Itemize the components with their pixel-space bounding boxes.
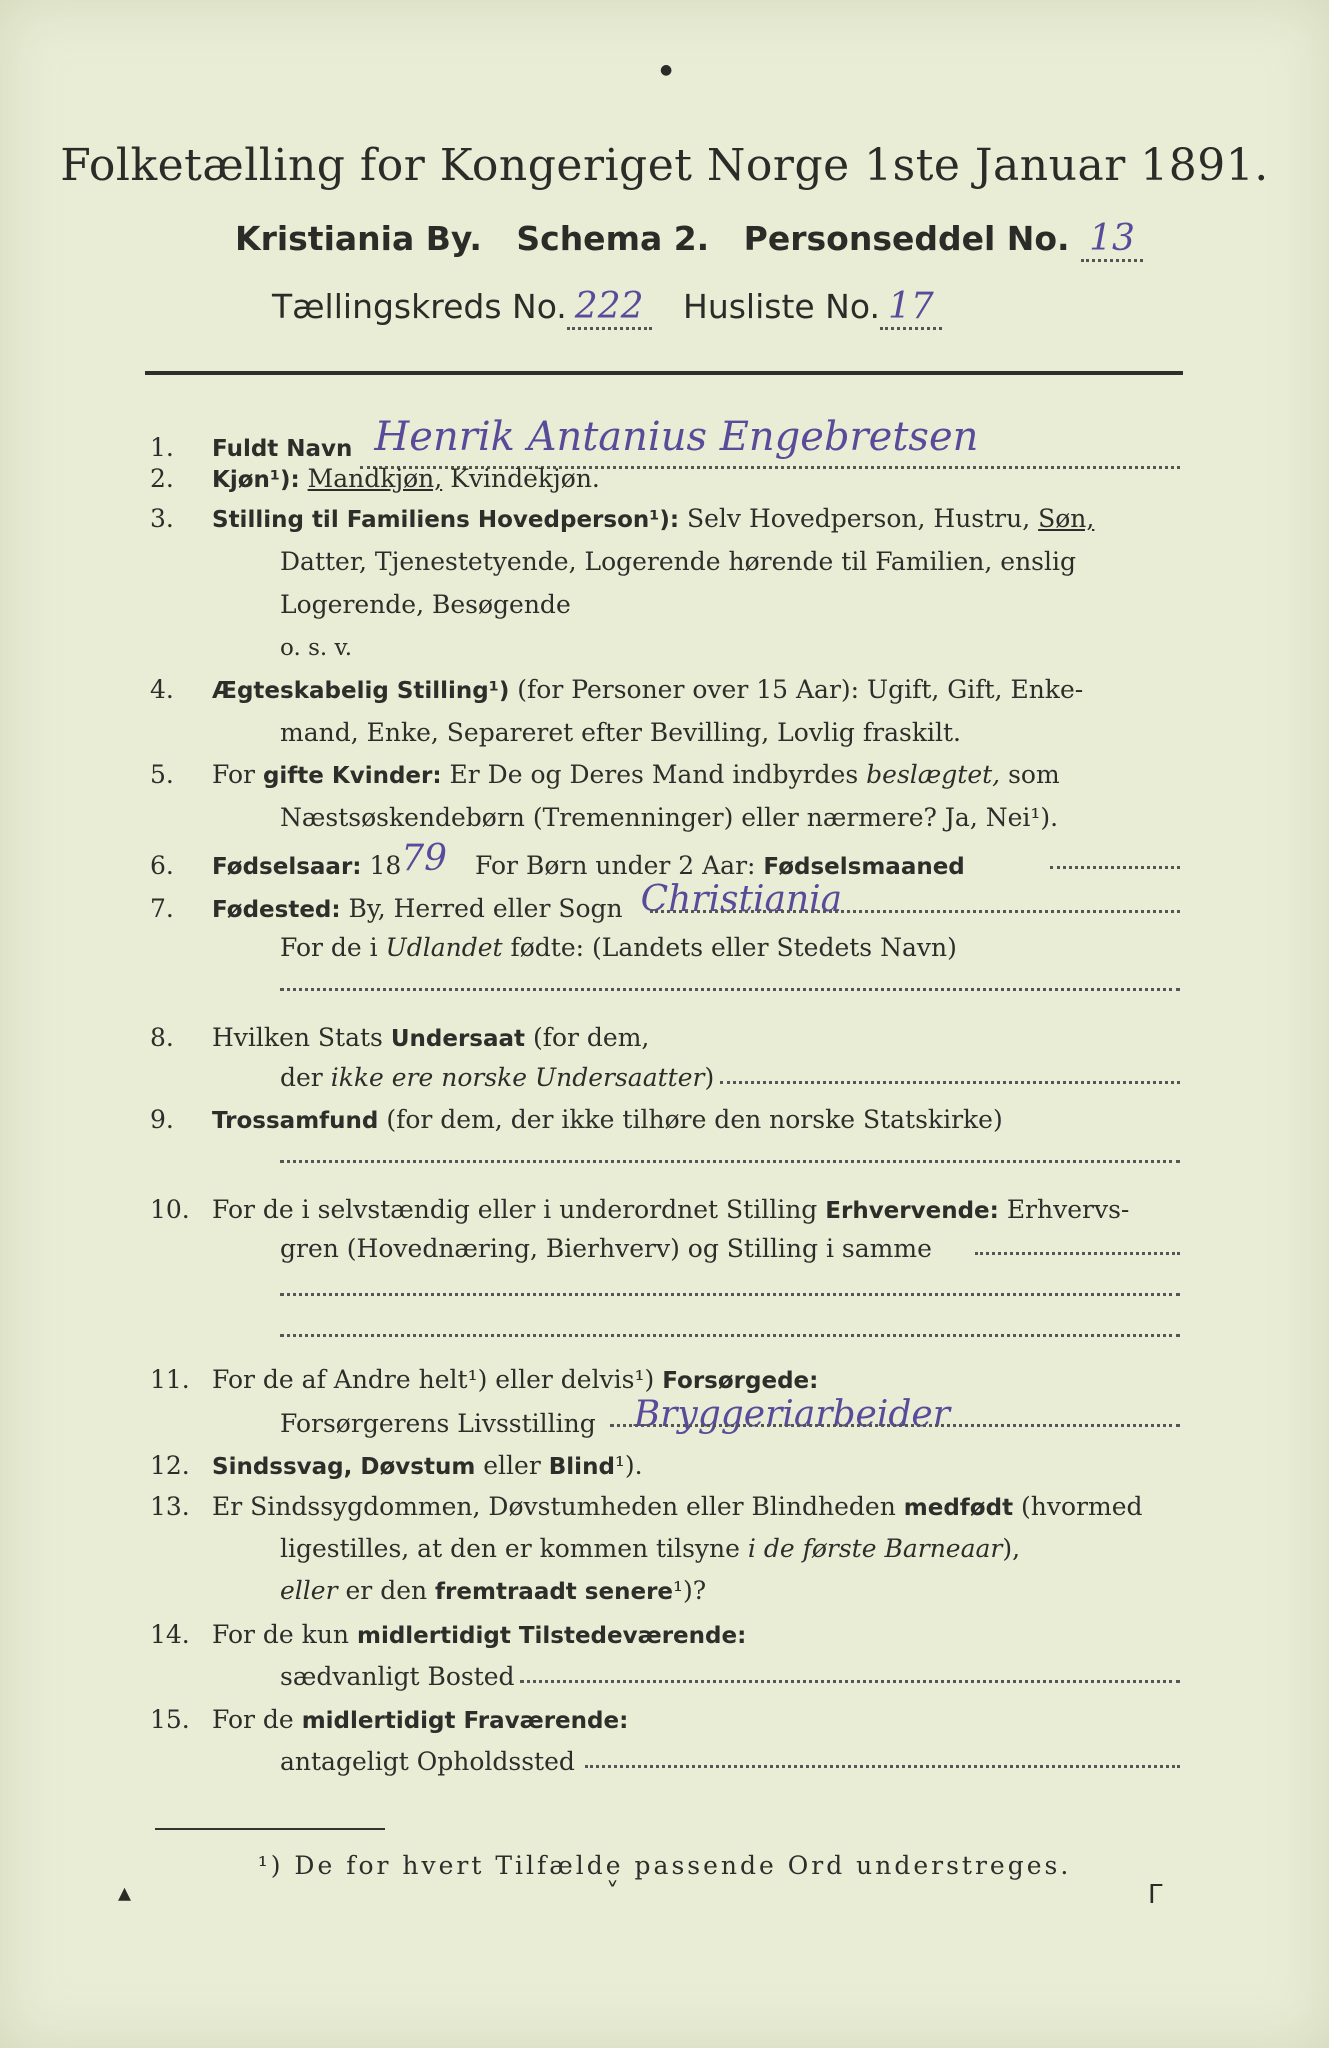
question-italic: ikke ere norske Undersaatter: [330, 1063, 705, 1092]
footnote: ¹) De for hvert Tilfælde passende Ord understreges.: [257, 1851, 1072, 1880]
question-label: Trossamfund: [212, 1108, 379, 1134]
question-number: 2.: [150, 464, 174, 493]
question-9: [150, 1105, 1180, 1136]
question-label: gifte Kvinder:: [262, 763, 442, 789]
ink-dot-icon: ●: [660, 62, 673, 78]
question-italic: beslægtet,: [866, 760, 1001, 789]
question-number: 15.: [150, 1705, 190, 1734]
question-6: [150, 838, 1180, 882]
question-italic: i de første Barneaar: [747, 1534, 1003, 1563]
question-number: 3.: [150, 504, 174, 533]
full-name-answer: Henrik Antanius Engebretsen: [374, 414, 979, 460]
option-son-selected: Søn,: [1038, 504, 1095, 533]
schema-label: Schema 2.: [516, 219, 710, 258]
question-text: fødte: (Landets eller Stedets Navn): [510, 933, 957, 962]
question-3-line-3: Logerende, Besøgende: [280, 590, 571, 619]
question-text: ),: [1002, 1534, 1021, 1563]
question-number: 9.: [150, 1105, 174, 1134]
form-subtitle: [235, 218, 1143, 262]
question-label: Fødselsmaaned: [763, 854, 965, 880]
question-label: Erhvervende:: [825, 1198, 999, 1224]
question-label: Blind: [548, 1454, 615, 1480]
district-line: [272, 286, 942, 330]
question-2: [150, 464, 1180, 495]
question-7-line-2: [280, 933, 957, 963]
question-label: Undersaat: [390, 1026, 526, 1052]
question-13: [150, 1492, 1180, 1523]
answer-line: [280, 1293, 1180, 1296]
question-4-line-2: mand, Enke, Separeret efter Bevilling, Lovlig fraskilt.: [280, 718, 961, 747]
personseddel-number: 13: [1081, 218, 1143, 262]
answer-line: [280, 1160, 1180, 1163]
question-number: 8.: [150, 1023, 174, 1052]
question-label: Forsørgede:: [662, 1368, 819, 1394]
question-number: 12.: [150, 1451, 190, 1480]
question-label: Kjøn¹):: [212, 467, 300, 493]
question-13-line-2: [280, 1534, 1020, 1564]
question-number: 14.: [150, 1620, 190, 1649]
question-label: midlertidigt Fraværende:: [301, 1708, 629, 1734]
answer-line: [1050, 866, 1180, 869]
question-number: 13.: [150, 1492, 190, 1521]
question-13-line-3: [280, 1576, 706, 1607]
year-prefix: 18: [369, 851, 402, 880]
question-label: Fuldt Navn: [212, 436, 353, 462]
question-text: For de kun: [212, 1620, 350, 1649]
form-title: Folketælling for Kongeriget Norge 1ste Januar 1891.: [60, 140, 1269, 191]
question-text: Er Sindssygdommen, Døvstumheden eller Blindheden: [212, 1492, 896, 1521]
question-number: 7.: [150, 894, 174, 923]
question-label: Ægteskabelig Stilling¹): [212, 678, 510, 704]
question-text: der: [280, 1063, 323, 1092]
question-text: ): [704, 1063, 715, 1092]
city-label: Kristiania By.: [235, 219, 482, 258]
corner-mark-icon: ▴: [118, 1878, 132, 1908]
answer-line: [280, 1334, 1180, 1337]
question-label: midlertidigt Tilstedeværende:: [356, 1623, 747, 1649]
question-text: er den: [345, 1576, 428, 1605]
question-text: (for dem,: [532, 1023, 650, 1052]
question-7: [150, 879, 1180, 925]
question-text: ¹).: [614, 1451, 643, 1480]
question-text: For de af Andre helt¹) eller delvis¹): [212, 1365, 655, 1394]
question-text: For: [212, 760, 255, 789]
answer-line: [650, 910, 1180, 913]
question-text: For de: [212, 1705, 294, 1734]
question-text: For de i: [280, 933, 378, 962]
question-text: By, Herred eller Sogn: [348, 894, 623, 923]
answer-line: [610, 1424, 1180, 1427]
question-text: (hvormed: [1021, 1492, 1143, 1521]
question-14-line-2: sædvanligt Bosted: [280, 1662, 515, 1691]
question-14: [150, 1620, 1180, 1651]
question-label: Sindssvag, Døvstum: [212, 1454, 476, 1480]
footnote-rule: [155, 1828, 385, 1830]
question-15-line-2: antageligt Opholdssted: [280, 1747, 575, 1776]
header-rule: [145, 371, 1183, 375]
question-10: [150, 1195, 1180, 1226]
question-italic: Udlandet: [385, 933, 503, 962]
question-5: [150, 760, 1180, 791]
question-4: [150, 675, 1180, 706]
option-kvindekjon: Kvindekjøn.: [450, 464, 600, 493]
question-label: fremtraadt senere: [435, 1579, 674, 1605]
question-text: Selv Hovedperson, Hustru,: [687, 504, 1031, 533]
question-10-line-2: gren (Hovednæring, Bierhverv) og Stilling i samme: [280, 1234, 932, 1263]
birth-year-answer: 79: [401, 838, 448, 879]
husliste-label: Husliste No.: [683, 287, 880, 326]
question-number: 1.: [150, 433, 174, 462]
personseddel-label: Personseddel No.: [743, 219, 1070, 258]
question-5-line-2: Næstsøskendebørn (Tremenninger) eller nærmere? Ja, Nei¹).: [280, 803, 1059, 832]
question-3-line-4: o. s. v.: [280, 635, 353, 661]
question-3-line-2: Datter, Tjenestetyende, Logerende hørende til Familien, enslig: [280, 547, 1077, 576]
question-text: Forsørgerens Livsstilling: [280, 1409, 596, 1438]
answer-line: [280, 988, 1180, 991]
question-11-line-2: [280, 1394, 950, 1439]
question-number: 6.: [150, 851, 174, 880]
question-text: som: [1008, 760, 1060, 789]
provider-occupation-answer: Bryggeriarbeider: [633, 1394, 950, 1435]
tick-mark-icon: ˅: [606, 1878, 619, 1908]
kreds-label: Tællingskreds No.: [272, 287, 567, 326]
question-text: ¹)?: [673, 1576, 707, 1605]
question-text: For Børn under 2 Aar:: [475, 851, 756, 880]
question-8-line-2: [280, 1063, 714, 1093]
question-label: medfødt: [903, 1495, 1014, 1521]
check-mark-icon: ᒥ: [1148, 1880, 1163, 1910]
answer-line: [585, 1765, 1180, 1768]
question-11: [150, 1365, 1180, 1396]
question-3: [150, 504, 1180, 535]
husliste-number: 17: [880, 286, 942, 330]
question-text: Er De og Deres Mand indbyrdes: [449, 760, 859, 789]
question-text: ligestilles, at den er kommen tilsyne: [280, 1534, 740, 1563]
question-number: 5.: [150, 760, 174, 789]
question-text: For de i selvstændig eller i underordnet Stilling: [212, 1195, 818, 1224]
birthplace-answer: Christiania: [640, 879, 843, 920]
question-text: Erhvervs-: [1006, 1195, 1130, 1224]
question-text: (for dem, der ikke tilhøre den norske Statskirke): [386, 1105, 1003, 1134]
kreds-number: 222: [567, 286, 652, 330]
question-12: [150, 1451, 1180, 1482]
question-text: Hvilken Stats: [212, 1023, 383, 1052]
question-15: [150, 1705, 1180, 1736]
question-8: [150, 1023, 1180, 1054]
question-number: 11.: [150, 1365, 190, 1394]
question-label: Fødested:: [212, 897, 341, 923]
question-number: 10.: [150, 1195, 190, 1224]
question-label: Stilling til Familiens Hovedperson¹):: [212, 507, 680, 533]
question-text: eller: [483, 1451, 541, 1480]
question-text: (for Personer over 15 Aar): Ugift, Gift, Enke-: [517, 675, 1084, 704]
question-italic: eller: [280, 1576, 338, 1605]
question-label: Fødselsaar:: [212, 854, 362, 880]
answer-line: [975, 1252, 1180, 1255]
question-1: [150, 414, 1180, 464]
question-number: 4.: [150, 675, 174, 704]
answer-line: [720, 1081, 1180, 1084]
option-mandkjon-selected: Mandkjøn,: [307, 464, 443, 493]
answer-line: [520, 1680, 1180, 1683]
